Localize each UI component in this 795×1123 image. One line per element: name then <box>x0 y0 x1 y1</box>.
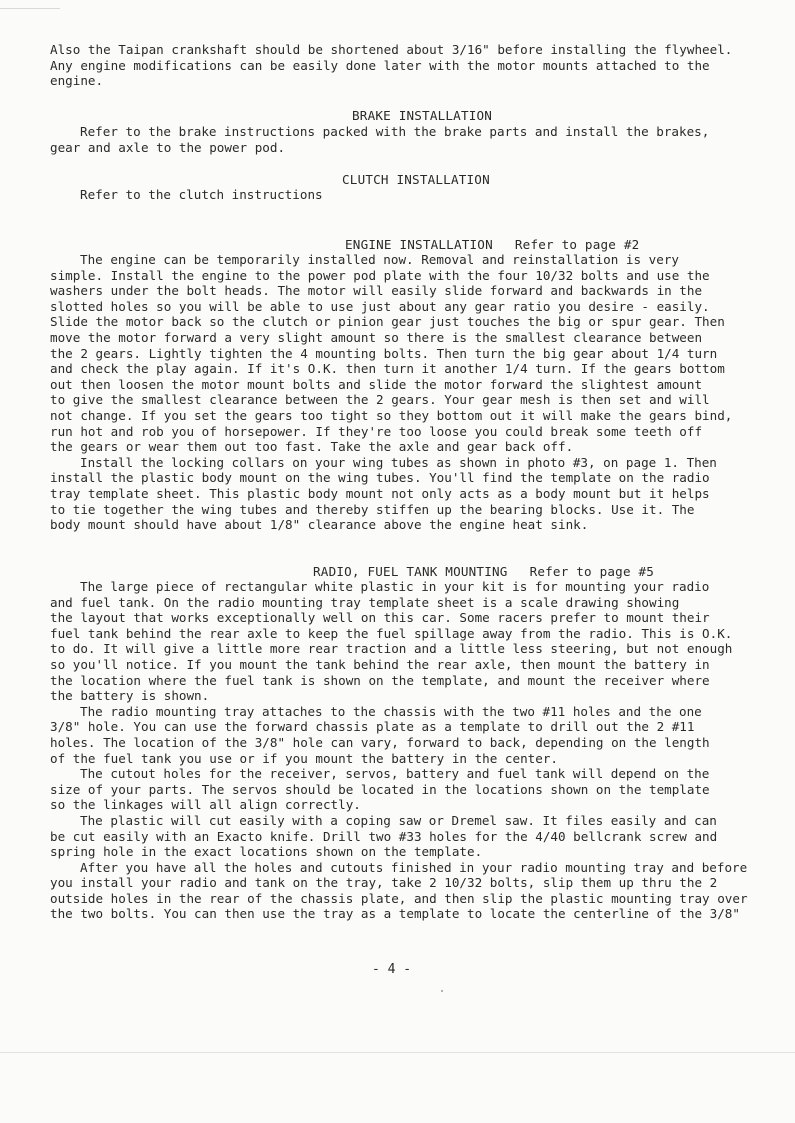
text-line: engine. <box>50 73 104 89</box>
radio-paragraph <box>50 579 772 922</box>
text-line: fuel tank behind the rear axle to keep the fuel spillage away from the radio. This is O.K. <box>50 625 733 641</box>
text-line: not change. If you set the gears too tight so they bottom out it will make the gears bind, <box>50 407 733 423</box>
text-line: the 2 gears. Lightly tighten the 4 mounting bolts. Then turn the big gear about 1/4 turn <box>50 345 718 361</box>
text-line: be cut easily with an Exacto knife. Drill two #33 holes for the 4/40 bellcrank screw and <box>50 828 718 844</box>
text-line: After you have all the holes and cutouts finished in your radio mounting tray and before <box>80 859 748 875</box>
scan-artifact <box>0 8 60 9</box>
text-line: Refer to the brake instructions packed with the brake parts and install the brakes, <box>80 124 710 139</box>
brake-paragraph <box>50 124 772 155</box>
text-line: Refer to the clutch instructions <box>80 187 323 202</box>
text-line: and check the play again. If it's O.K. then turn it another 1/4 turn. If the gears bottom <box>50 361 725 377</box>
text-line: slotted holes so you will be able to use just about any gear ratio you desire - easily. <box>50 298 710 314</box>
text-line: Also the Taipan crankshaft should be shortened about 3/16" before installing the flywheel. <box>50 42 733 57</box>
radio-heading <box>313 564 654 580</box>
scan-speck <box>441 990 443 992</box>
engine-paragraph <box>50 252 772 533</box>
clutch-paragraph <box>50 187 772 203</box>
intro-paragraph <box>50 42 772 89</box>
text-line: the location where the fuel tank is shown on the template, and mount the receiver where <box>50 672 710 688</box>
text-line: to do. It will give a little more rear traction and a little less steering, but not enough <box>50 641 733 657</box>
text-line: so you'll notice. If you mount the tank behind the rear axle, then mount the battery in <box>50 656 710 672</box>
text-line: The large piece of rectangular white plastic in your kit is for mounting your radio <box>80 579 710 594</box>
text-line: and fuel tank. On the radio mounting tray template sheet is a scale drawing showing <box>50 594 680 610</box>
text-line: Slide the motor back so the clutch or pinion gear just touches the big or spur gear. Then <box>50 314 725 330</box>
text-line: the gears or wear them out too fast. Take the axle and gear back off. <box>50 439 574 455</box>
text-line: tray template sheet. This plastic body mount not only acts as a body mount but it helps <box>50 485 710 501</box>
text-line: simple. Install the engine to the power pod plate with the four 10/32 bolts and use the <box>50 267 710 283</box>
text-line: The cutout holes for the receiver, servos, battery and fuel tank will depend on the <box>80 766 710 782</box>
brake-heading: BRAKE INSTALLATION <box>352 108 493 123</box>
text-line: run hot and rob you of horsepower. If they're too loose you could break some teeth off <box>50 423 703 439</box>
text-line: to give the smallest clearance between the 2 gears. Your gear mesh is then set and will <box>50 392 710 408</box>
engine-page-reference: Refer to page #2 <box>514 237 640 252</box>
engine-heading-title: ENGINE INSTALLATION <box>345 237 493 252</box>
text-line: holes. The location of the 3/8" hole can vary, forward to back, depending on the length <box>50 734 710 750</box>
text-line: to tie together the wing tubes and thereby stiffen up the bearing blocks. Use it. The <box>50 501 695 517</box>
text-line: spring hole in the exact locations shown on the template. <box>50 844 483 860</box>
text-line: you install your radio and tank on the tray, take 2 10/32 bolts, slip them up thru the 2 <box>50 875 718 891</box>
clutch-heading: CLUTCH INSTALLATION <box>342 172 490 187</box>
text-line: the layout that works exceptionally well on this car. Some racers prefer to mount their <box>50 610 710 626</box>
text-line: Install the locking collars on your wing tubes as shown in photo #3, on page 1. Then <box>80 454 717 470</box>
text-line: Any engine modifications can be easily done later with the motor mounts attached to the <box>50 57 710 73</box>
text-line: move the motor forward a very slight amount so there is the smallest clearance between <box>50 329 703 345</box>
text-line: body mount should have about 1/8" clearance above the engine heat sink. <box>50 517 589 533</box>
engine-heading <box>345 237 639 253</box>
text-line: the battery is shown. <box>50 688 210 704</box>
radio-page-reference: Refer to page #5 <box>529 564 655 579</box>
text-line: 3/8" hole. You can use the forward chassis plate as a template to drill out the 2 #11 <box>50 719 695 735</box>
text-line: gear and axle to the power pod. <box>50 139 286 155</box>
text-line: The radio mounting tray attaches to the chassis with the two #11 holes and the one <box>80 703 702 719</box>
text-line: washers under the bolt heads. The motor will easily slide forward and backwards in the <box>50 283 703 299</box>
page-number: - 4 - <box>372 962 412 977</box>
text-line: the two bolts. You can then use the tray as a template to locate the centerline of the 3/8" <box>50 906 740 922</box>
text-line: out then loosen the motor mount bolts and slide the motor forward the slightest amount <box>50 376 703 392</box>
scan-artifact <box>0 1052 795 1053</box>
text-line: outside holes in the rear of the chassis plate, and then slip the plastic mounting tray over <box>50 890 748 906</box>
text-line: install the plastic body mount on the wing tubes. You'll find the template on the radio <box>50 470 710 486</box>
radio-heading-title: RADIO, FUEL TANK MOUNTING <box>313 564 508 579</box>
text-line: of the fuel tank you use or if you mount the battery in the center. <box>50 750 558 766</box>
text-line: so the linkages will all align correctly. <box>50 797 361 813</box>
text-line: The plastic will cut easily with a coping saw or Dremel saw. It files easily and can <box>80 812 717 828</box>
text-line: size of your parts. The servos should be located in the locations shown on the template <box>50 781 710 797</box>
text-line: The engine can be temporarily installed now. Removal and reinstallation is very <box>80 252 679 267</box>
